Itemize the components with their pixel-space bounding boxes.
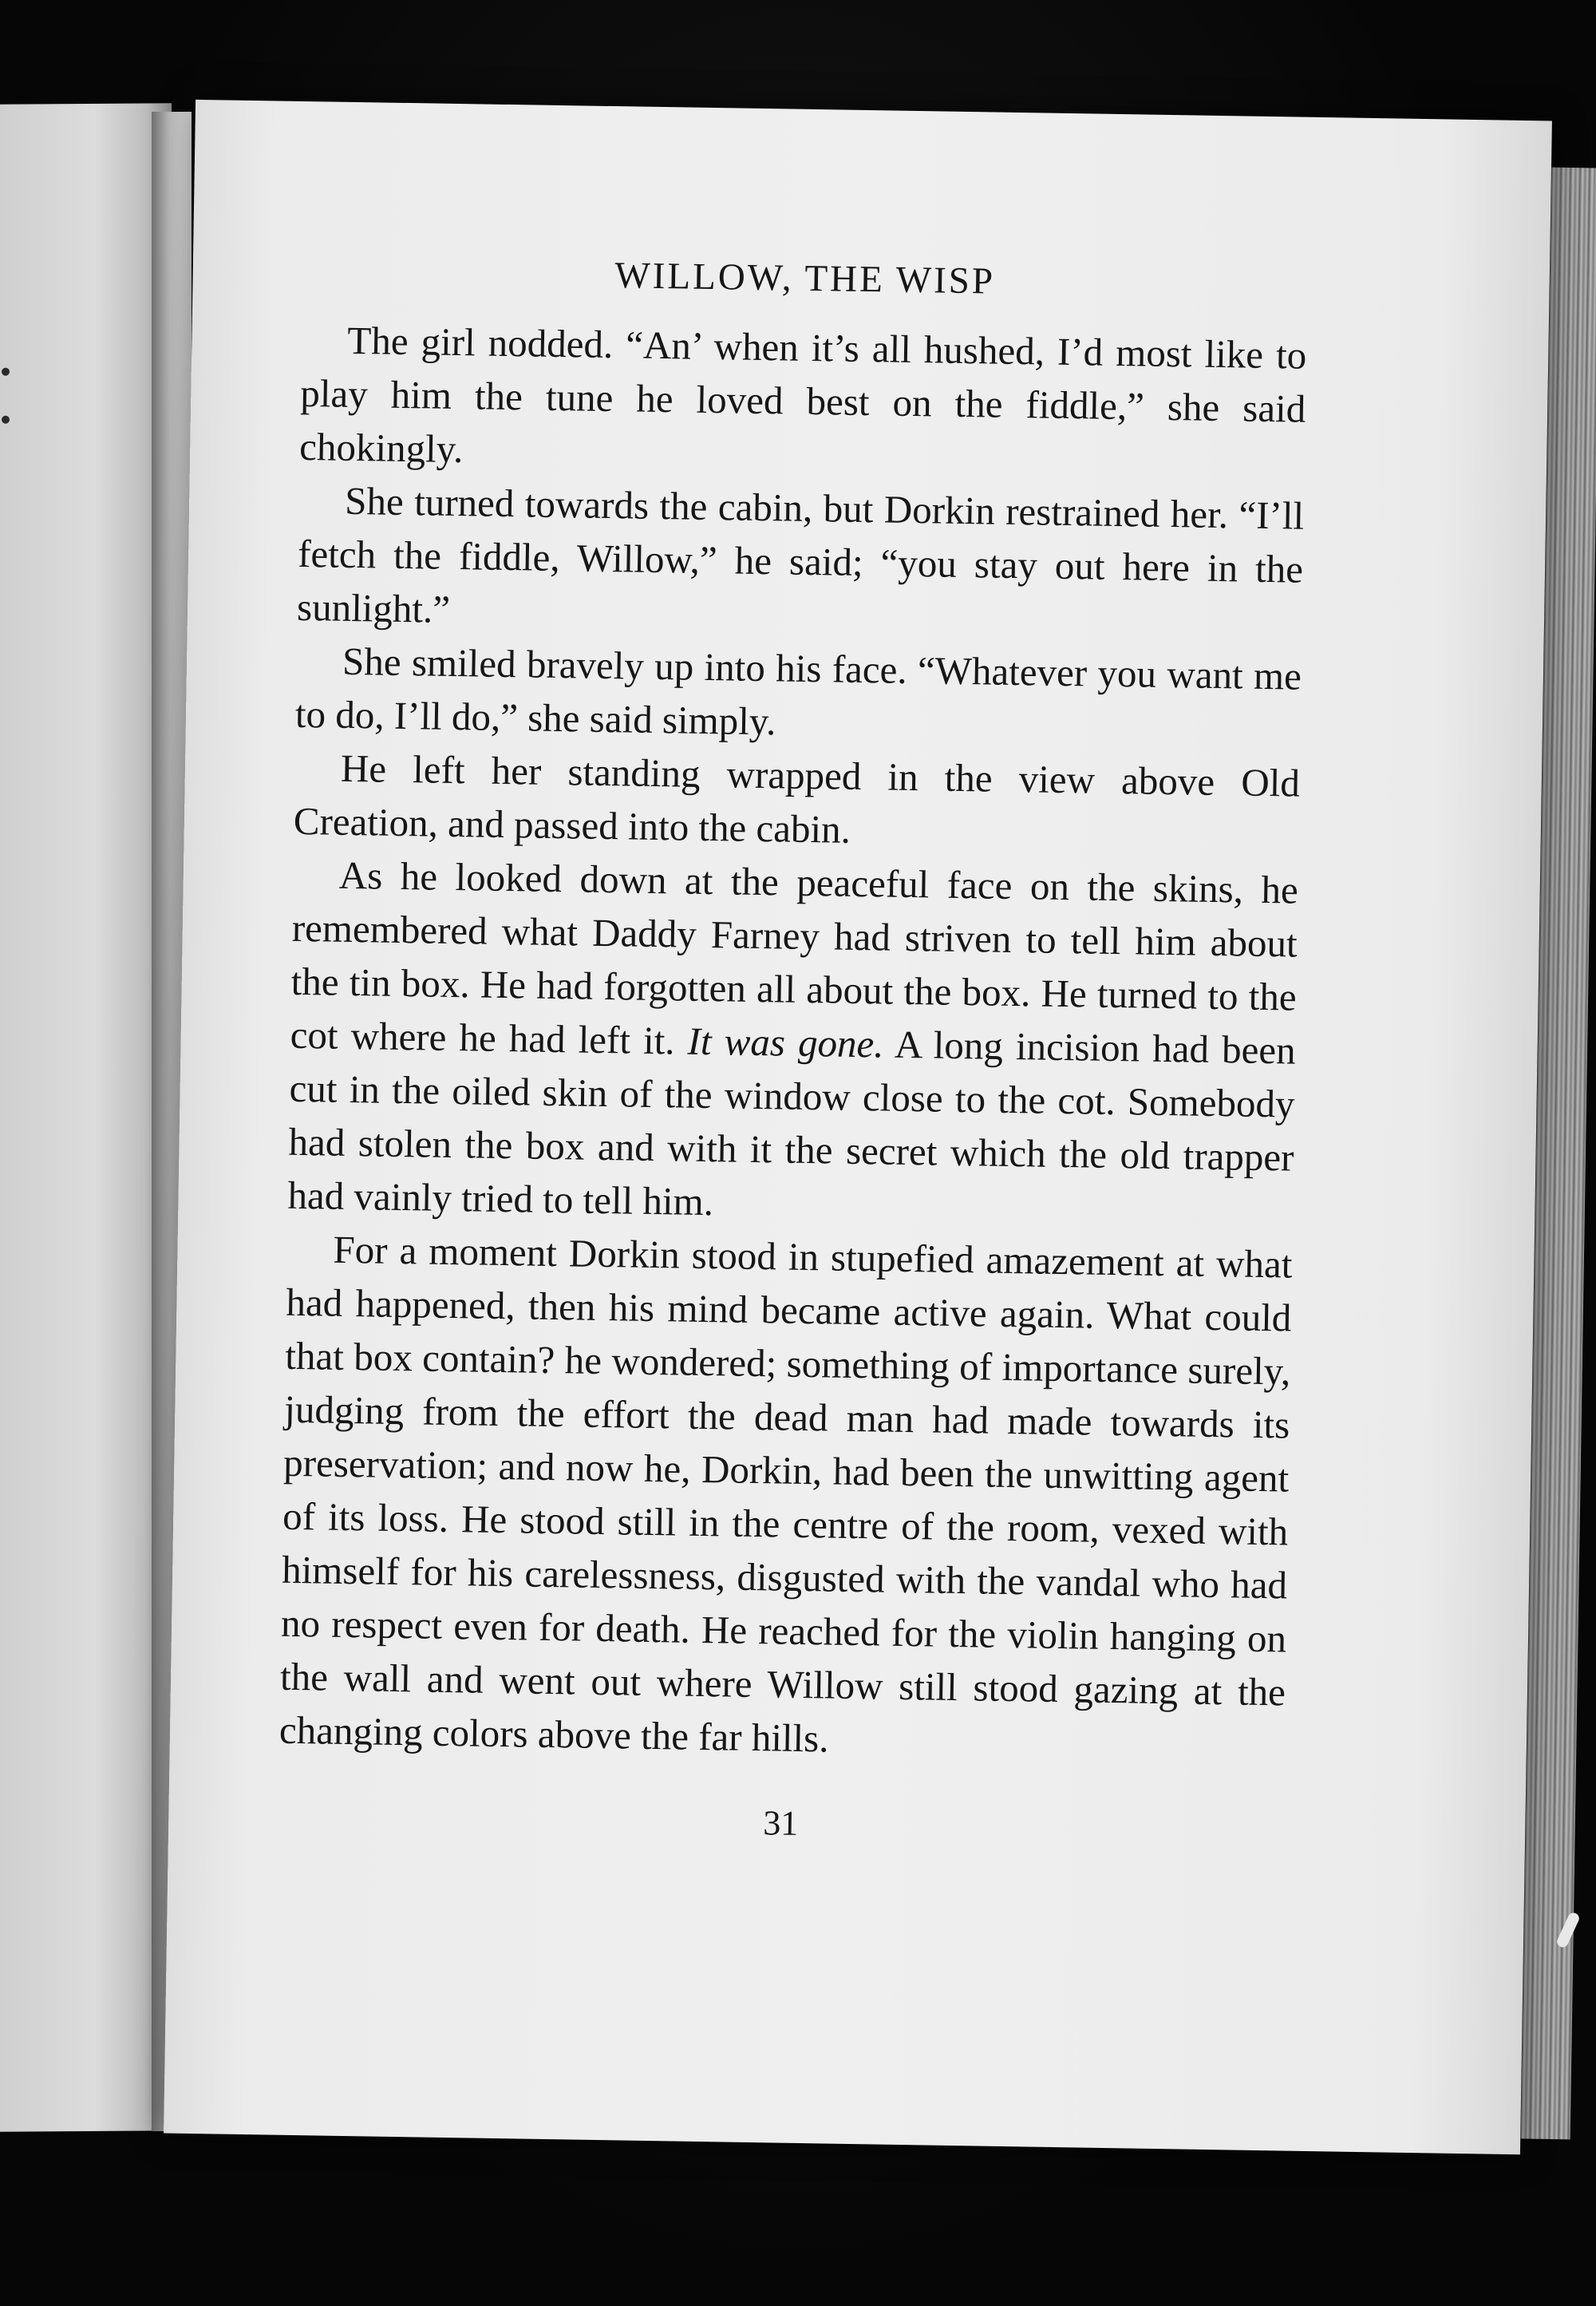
emphasized-text: It was gone. xyxy=(687,1019,885,1066)
paragraph: For a moment Dorkin stood in stupefied amazement at what had happened, then his mind became active again. What could that box contain? he wondered; something of importance surely, judging from the effort the dead man had made towards its preservation; and now he, Dorkin, had been the unwitting agent of its loss. He stood still in the centre of the room, vexed with himself for his carelessness, disgusted with the vandal who had no respect even for death. He reached for the violin hanging on the wall and went out where Willow still stood gazing at the changing colors above the far hills. xyxy=(279,1227,1293,1761)
paragraph: He left her standing wrapped in the view above Old Creation, and passed into the cabin. xyxy=(293,746,1301,852)
paragraph-text: A long incision had been cut in the oiled skin of the window close to the cot. Somebody had stolen the box and with it the secret which the old trapper had vainly tried to tell him. xyxy=(287,1022,1297,1224)
text-block xyxy=(278,249,1308,1852)
facing-page-edge xyxy=(0,103,172,2132)
running-head: WILLOW, THE WISP xyxy=(614,255,996,303)
paragraph: The girl nodded. “An’ when it’s all hushed, I’d most like to play him the tune he loved best on the fiddle,” she said chokingly. xyxy=(298,318,1307,472)
paragraph-text: As he looked down at the peaceful face on the skins, he remembered what Daddy Farney had striven to tell him about the tin box. He had forgotten all about the box. He turned to the cot where he had left it. xyxy=(290,852,1299,1063)
facing-page-mark xyxy=(2,368,10,376)
paragraph xyxy=(287,848,1298,1238)
page-number: 31 xyxy=(762,1803,799,1843)
facing-page-mark xyxy=(2,416,10,424)
paragraph: She turned towards the cabin, but Dorkin restrained her. “I’ll fetch the fiddle, Willow,” he said; “you stay out here in the sunlight.” xyxy=(296,478,1305,631)
paragraph: She smiled bravely up into his face. “Whatever you want me to do, I’ll do,” she said simply. xyxy=(294,639,1302,744)
book-page xyxy=(164,100,1552,2154)
